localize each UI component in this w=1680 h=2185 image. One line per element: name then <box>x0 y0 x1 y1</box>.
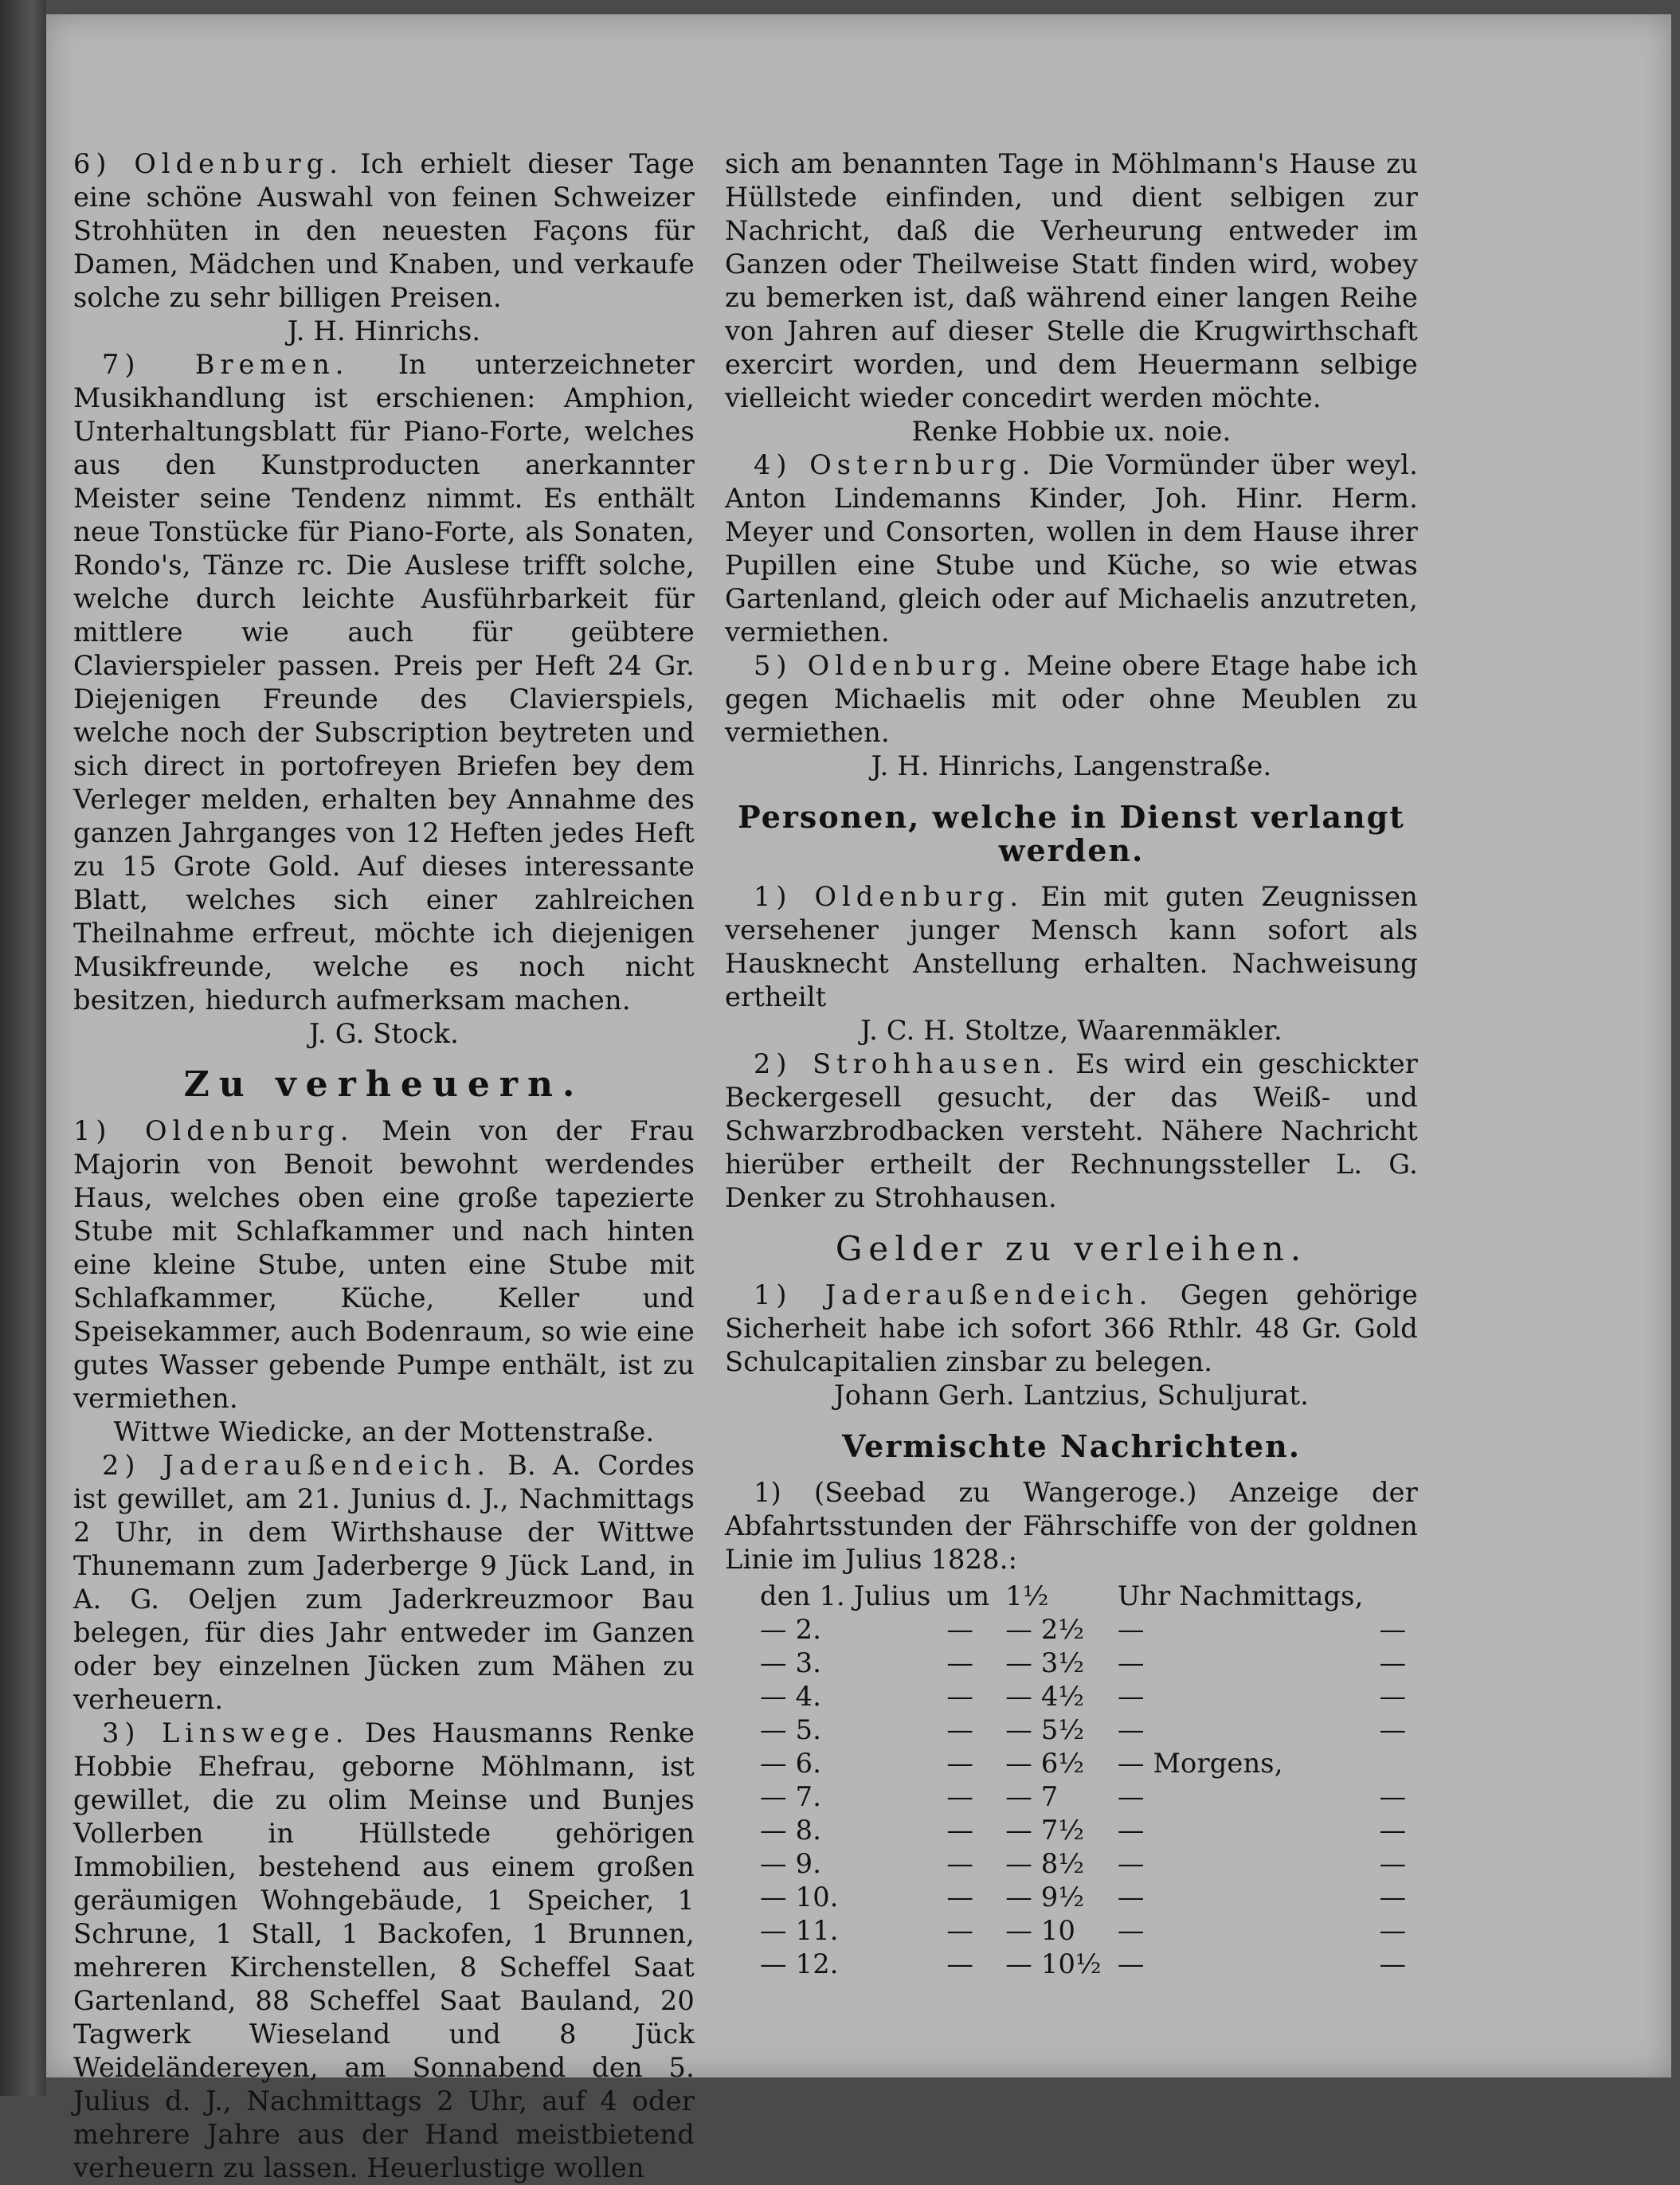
schedule-cell: — <box>1379 1948 1407 1979</box>
ad-text: Mein von der Frau Majorin von Benoit bewohnt werdendes Haus, welches oben eine große tapezierte Stube mit Schlafkammer und nach hinten eine kleine Stube, unten eine Stube mit Schlafkammer, Küche, Keller und Speisekammer, auch Bodenraum, so wie eine gutes Wasser gebende Pumpe enthält, ist zu vermiethen. <box>73 1115 695 1414</box>
schedule-cell: — <box>1117 1948 1145 1979</box>
schedule-cell: — <box>1379 1681 1407 1712</box>
ad-signature: Renke Hobbie ux. noie. <box>911 416 1232 447</box>
schedule-row <box>752 1814 1414 1847</box>
schedule-cell: Uhr Nachmittags, <box>1117 1580 1364 1611</box>
ad-place: 1) (Seebad zu Wangeroge.) <box>754 1477 1197 1508</box>
ad-text: Anzeige der Abfahrtsstunden der Fährschiffe von der goldnen Linie im Julius 1828.: <box>725 1477 1418 1575</box>
schedule-cell: — <box>1379 1915 1407 1946</box>
schedule-row <box>752 1647 1414 1680</box>
ad-text: In unterzeichneter Musikhandlung ist erschienen: Amphion, Unterhaltungsblatt für Piano-Forte, welches aus den Kunstproducten anerkannter Meister seine Tendenz nimmt. Es enthält neue Tonstücke für Piano-Forte, als Sonaten, Rondo's, Tänze rc. Die Auslese trifft solche, welche durch leichte Ausführbarkeit für mittlere wie auch für geübtere Clavierspieler passen. Preis per Heft 24 Gr. Diejenigen Freunde des Clavierspiels, welche noch der Subscription beytreten und sich direct in portofreyen Briefen bey dem Verleger melden, erhalten bey Annahme des ganzen Jahrganges von 12 Heften jedes Heft zu 15 Grote Gold. Auf dieses interessante Blatt, welches sich einer zahlreichen Theilnahme erfreut, möchte ich diejenigen Musikfreunde, welche es noch nicht besitzen, hiedurch aufmerksam machen. <box>73 349 695 1016</box>
section-heading-gelder: Gelder zu verleihen. <box>835 1229 1308 1268</box>
schedule-cell: — 5. <box>760 1714 822 1745</box>
schedule-cell: den 1. Julius <box>760 1580 931 1611</box>
schedule-cell: — 10. <box>760 1882 839 1913</box>
schedule-row <box>752 1780 1414 1814</box>
ad-bremen-musikhandlung <box>73 348 695 1017</box>
schedule-row <box>752 1580 1414 1613</box>
ad-place: 1) Oldenburg. <box>73 1115 354 1146</box>
ad-signature: J. H. Hinrichs, Langenstraße. <box>871 750 1272 781</box>
ad-osternburg <box>725 448 1418 649</box>
schedule-cell: um <box>946 1580 990 1611</box>
schedule-row <box>752 1914 1414 1948</box>
ad-text: Ein mit guten Zeugnissen versehener junger Mensch kann sofort als Hausknecht Anstellung erhalten. Nachweisung ertheilt <box>725 881 1418 1012</box>
ad-text: Die Vormünder über weyl. Anton Lindemanns Kinder, Joh. Hinr. Herm. Meyer und Consorten, wollen in dem Hause ihrer Pupillen eine Stube und Küche, so wie etwas Gartenland, gleich oder auf Michaelis anzutreten, vermiethen. <box>725 449 1419 648</box>
schedule-cell: — <box>1379 1882 1407 1913</box>
schedule-row <box>752 1613 1414 1647</box>
schedule-cell: — 4½ <box>1005 1681 1085 1712</box>
schedule-cell: — 10 <box>1005 1915 1076 1946</box>
schedule-cell: — <box>1117 1714 1145 1745</box>
schedule-cell: — 11. <box>760 1915 839 1946</box>
schedule-cell: — <box>1379 1815 1407 1846</box>
ad-signature: Johann Gerh. Lantzius, Schuljurat. <box>834 1380 1309 1411</box>
schedule-row <box>752 1847 1414 1881</box>
schedule-cell: — <box>946 1882 974 1913</box>
schedule-cell: — 6½ <box>1005 1748 1085 1779</box>
schedule-cell: — <box>1379 1714 1407 1745</box>
schedule-cell: — 3. <box>760 1647 822 1678</box>
ad-text: Ich erhielt dieser Tage eine schöne Auswahl von feinen Schweizer Strohhüten in den neuesten Façons für Damen, Mädchen und Knaben, und verkaufe solche zu sehr billigen Preisen. <box>73 148 695 313</box>
schedule-cell: — <box>946 1948 974 1979</box>
ad-place: 5) Oldenburg. <box>754 650 1017 681</box>
schedule-cell: — 5½ <box>1005 1714 1085 1745</box>
schedule-cell: 1½ <box>1005 1580 1049 1611</box>
ad-text: Gegen gehörige Sicherheit habe ich sofort 366 Rthlr. 48 Gr. Gold Schulcapitalien zinsbar zu belegen. <box>725 1279 1418 1377</box>
schedule-cell: — 4. <box>760 1681 822 1712</box>
ad-wangeroge <box>725 1476 1418 1576</box>
schedule-cell: — 7 <box>1005 1781 1059 1812</box>
schedule-cell: — 10½ <box>1005 1948 1102 1979</box>
schedule-cell <box>1371 1580 1414 1613</box>
schedule-cell: — <box>1117 1781 1145 1812</box>
ad-text: B. A. Cordes ist gewillet, am 21. Junius d. J., Nachmittags 2 Uhr, in dem Wirthshause der Wittwe Thunemann zum Jaderberge 9 Jück Land, in A. G. Oeljen zum Jaderkreuzmoor Bau belegen, für dies Jahr entweder im Ganzen oder bey einzelnen Jücken zum Mähen zu verheuern. <box>73 1450 695 1715</box>
ad-jaderaussendeich-gelder <box>725 1278 1418 1379</box>
ad-text: Es wird ein geschickter Beckergesell gesucht, der das Weiß- und Schwarzbrodbacken versteht. Nähere Nachricht hierüber ertheilt der Rechnungssteller L. G. Denker zu Strohhausen. <box>725 1048 1419 1213</box>
ad-place: 1) Jaderaußendeich. <box>754 1279 1153 1310</box>
schedule-row <box>752 1747 1414 1780</box>
schedule-cell: — 3½ <box>1005 1647 1085 1678</box>
schedule-cell: — <box>946 1748 974 1779</box>
schedule-cell: — <box>1379 1781 1407 1812</box>
section-heading-vermischte: Vermischte Nachrichten. <box>842 1428 1301 1464</box>
ferry-schedule-table <box>752 1580 1414 1981</box>
schedule-cell: — 9. <box>760 1848 822 1879</box>
schedule-cell: — <box>1117 1815 1145 1846</box>
ad-signature: Wittwe Wiedicke, an der Mottenstraße. <box>113 1416 655 1447</box>
schedule-cell: — <box>946 1614 974 1645</box>
ad-place: 1) Oldenburg. <box>754 881 1024 912</box>
schedule-cell: — 12. <box>760 1948 839 1979</box>
ad-signature: J. G. Stock. <box>308 1018 460 1049</box>
ad-oldenburg-strohhuete <box>73 147 695 315</box>
schedule-cell: — <box>1117 1882 1145 1913</box>
schedule-cell: — <box>1117 1848 1145 1879</box>
schedule-cell: — 9½ <box>1005 1882 1085 1913</box>
ad-place: 6) Oldenburg. <box>73 148 343 179</box>
schedule-cell: — <box>946 1714 974 1745</box>
ad-signature: J. H. Hinrichs. <box>287 315 481 347</box>
schedule-row <box>752 1948 1414 1981</box>
schedule-cell: — Morgens, <box>1117 1748 1283 1779</box>
ad-place: 4) Osternburg. <box>754 449 1036 480</box>
ad-oldenburg-haus <box>73 1114 695 1416</box>
schedule-cell: — 2½ <box>1005 1614 1085 1645</box>
schedule-cell: — 6. <box>760 1748 822 1779</box>
schedule-cell: — 7. <box>760 1781 822 1812</box>
schedule-cell <box>1371 1747 1414 1780</box>
right-column <box>725 147 1418 1981</box>
schedule-cell: — <box>946 1681 974 1712</box>
ad-oldenburg-etage <box>725 649 1418 750</box>
ad-place: 3) Linswege. <box>102 1717 350 1748</box>
left-column <box>73 147 695 2185</box>
schedule-cell: — <box>946 1815 974 1846</box>
schedule-cell: — <box>1117 1915 1145 1946</box>
schedule-cell: — <box>1379 1647 1407 1678</box>
ad-place: 7) Bremen. <box>102 349 350 380</box>
ad-strohhausen-beckergesell <box>725 1047 1418 1215</box>
schedule-cell: — <box>946 1915 974 1946</box>
schedule-cell: — <box>946 1848 974 1879</box>
ad-text: Des Hausmanns Renke Hobbie Ehefrau, geborne Möhlmann, ist gewillet, die zu olim Meinse und Bunjes Vollerben in Hüllstede gehörigen Immobilien, bestehend aus einem großen geräumigen Wohngebäude, 1 Speicher, 1 Schrune, 1 Stall, 1 Backofen, 1 Brunnen, mehreren Kirchenstellen, 8 Scheffel Saat Gartenland, 88 Scheffel Saat Bauland, 20 Tagwerk Wieseland und 8 Jück Weideländereyen, am Sonnabend den 5. Julius d. J., Nachmittags 2 Uhr, auf 4 oder mehrere Jahre aus der Hand meistbietend verheuern zu lassen. Heuerlustige wollen <box>73 1717 695 2183</box>
ad-oldenburg-hausknecht <box>725 880 1418 1014</box>
schedule-row <box>752 1713 1414 1747</box>
schedule-cell: — 2. <box>760 1614 822 1645</box>
schedule-cell: — <box>1379 1848 1407 1879</box>
schedule-row <box>752 1881 1414 1914</box>
ad-place: 2) Strohhausen. <box>754 1048 1061 1079</box>
schedule-cell: — <box>1117 1681 1145 1712</box>
schedule-row <box>752 1680 1414 1713</box>
schedule-cell: — 8. <box>760 1815 822 1846</box>
schedule-cell: — <box>1117 1647 1145 1678</box>
section-heading-verheuern: Zu verheuern. <box>183 1064 585 1105</box>
schedule-cell: — <box>946 1647 974 1678</box>
schedule-cell: — 7½ <box>1005 1815 1085 1846</box>
book-gutter <box>0 0 46 2096</box>
ad-signature: J. C. H. Stoltze, Waarenmäkler. <box>860 1015 1283 1046</box>
ad-text: Meine obere Etage habe ich gegen Michaelis mit oder ohne Meublen zu vermiethen. <box>725 650 1418 748</box>
schedule-cell: — <box>1117 1614 1145 1645</box>
ad-jaderaussendeich-land <box>73 1449 695 1717</box>
ad-place: 2) Jaderaußendeich. <box>102 1450 491 1481</box>
section-heading-dienst: Personen, welche in Dienst verlangt werden. <box>738 799 1405 868</box>
ad-linswege-continued: sich am benannten Tage in Möhlmann's Hause zu Hüllstede einfinden, und dient selbigen zur Nachricht, daß die Verheurung entweder im Ganzen oder Theilweise Statt finden wird, wobey zu bemerken ist, daß während einer langen Reihe von Jahren auf dieser Stelle die Krugwirthschaft exercirt worden, und dem Heuermann selbige vielleicht wieder concedirt werden möchte. <box>725 148 1418 413</box>
schedule-cell: — 8½ <box>1005 1848 1085 1879</box>
schedule-cell: — <box>946 1781 974 1812</box>
schedule-cell: — <box>1379 1614 1407 1645</box>
ad-linswege-immobilien <box>73 1717 695 2185</box>
